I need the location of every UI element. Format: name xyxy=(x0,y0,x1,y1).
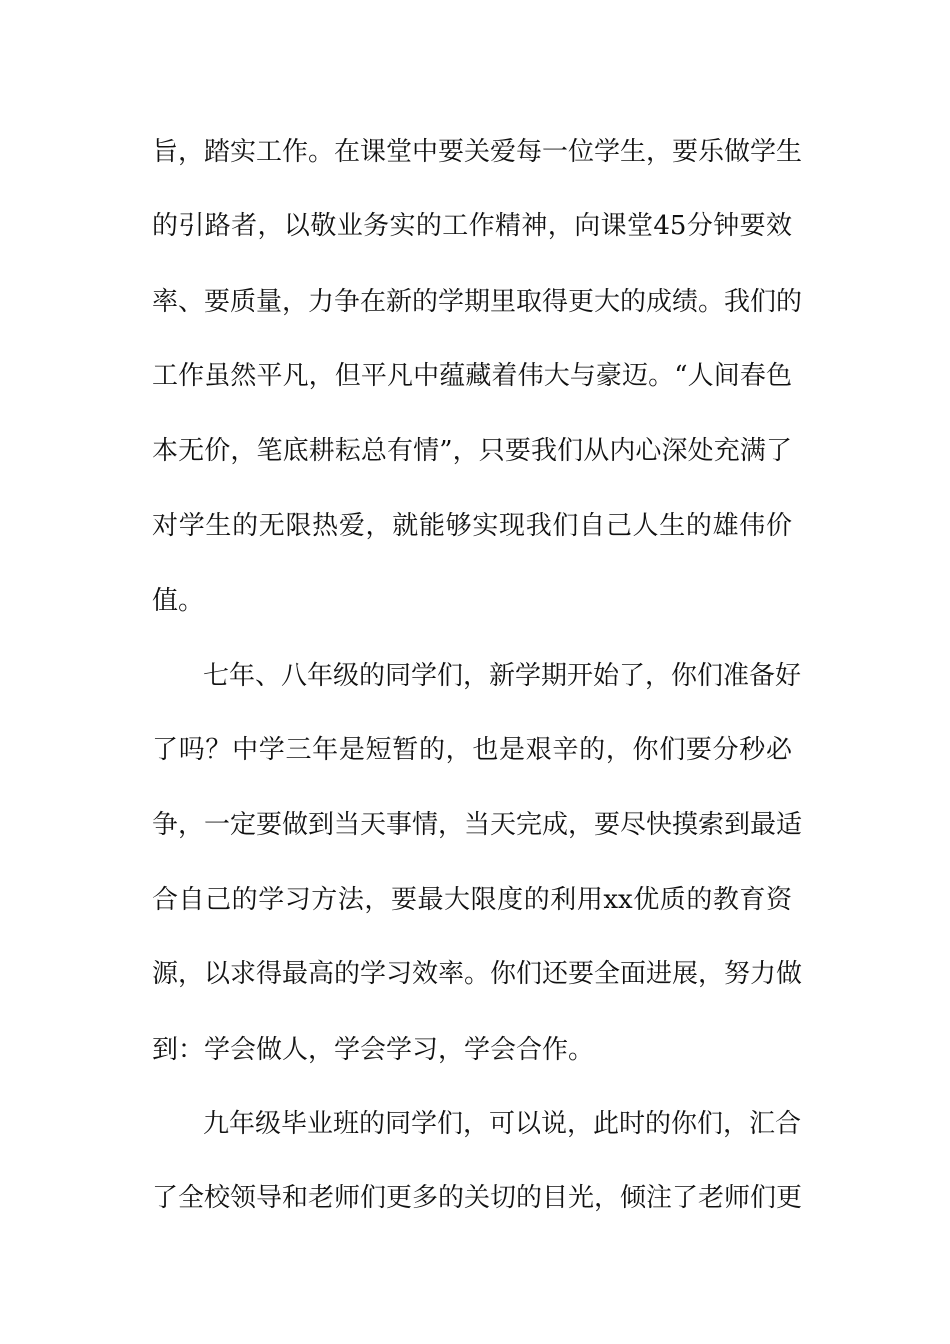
paragraph-first-line: 九年级毕业班的同学们，可以说，此时的你们，汇合 xyxy=(203,1109,802,1139)
text-line: 的引路者，以敬业务实的工作精神，向课堂45分钟要效 xyxy=(152,211,792,241)
text-line: 率、要质量，力争在新的学期里取得更大的成绩。我们的 xyxy=(152,287,803,317)
text-line: 了全校领导和老师们更多的关切的目光，倾注了老师们更 xyxy=(152,1183,803,1213)
text-line: 旨，踏实工作。在课堂中要关爱每一位学生，要乐做学生 xyxy=(152,137,803,167)
text-line: 本无价，笔底耕耘总有情”，只要我们从内心深处充满了 xyxy=(152,436,792,466)
text-line: 合自己的学习方法，要最大限度的利用xx优质的教育资 xyxy=(152,885,792,915)
text-line: 工作虽然平凡，但平凡中蕴藏着伟大与豪迈。“人间春色 xyxy=(152,361,792,391)
paragraph-first-line: 七年、八年级的同学们，新学期开始了，你们准备好 xyxy=(203,661,802,691)
text-line: 争，一定要做到当天事情，当天完成，要尽快摸索到最适 xyxy=(152,810,803,840)
text-line: 源，以求得最高的学习效率。你们还要全面进展，努力做 xyxy=(152,959,803,989)
text-line: 到：学会做人，学会学习，学会合作。 xyxy=(152,1035,595,1065)
text-line: 对学生的无限热爱，就能够实现我们自己人生的雄伟价 xyxy=(152,511,792,541)
text-line: 值。 xyxy=(152,586,205,616)
text-line: 了吗？中学三年是短暂的，也是艰辛的，你们要分秒必 xyxy=(152,735,792,765)
